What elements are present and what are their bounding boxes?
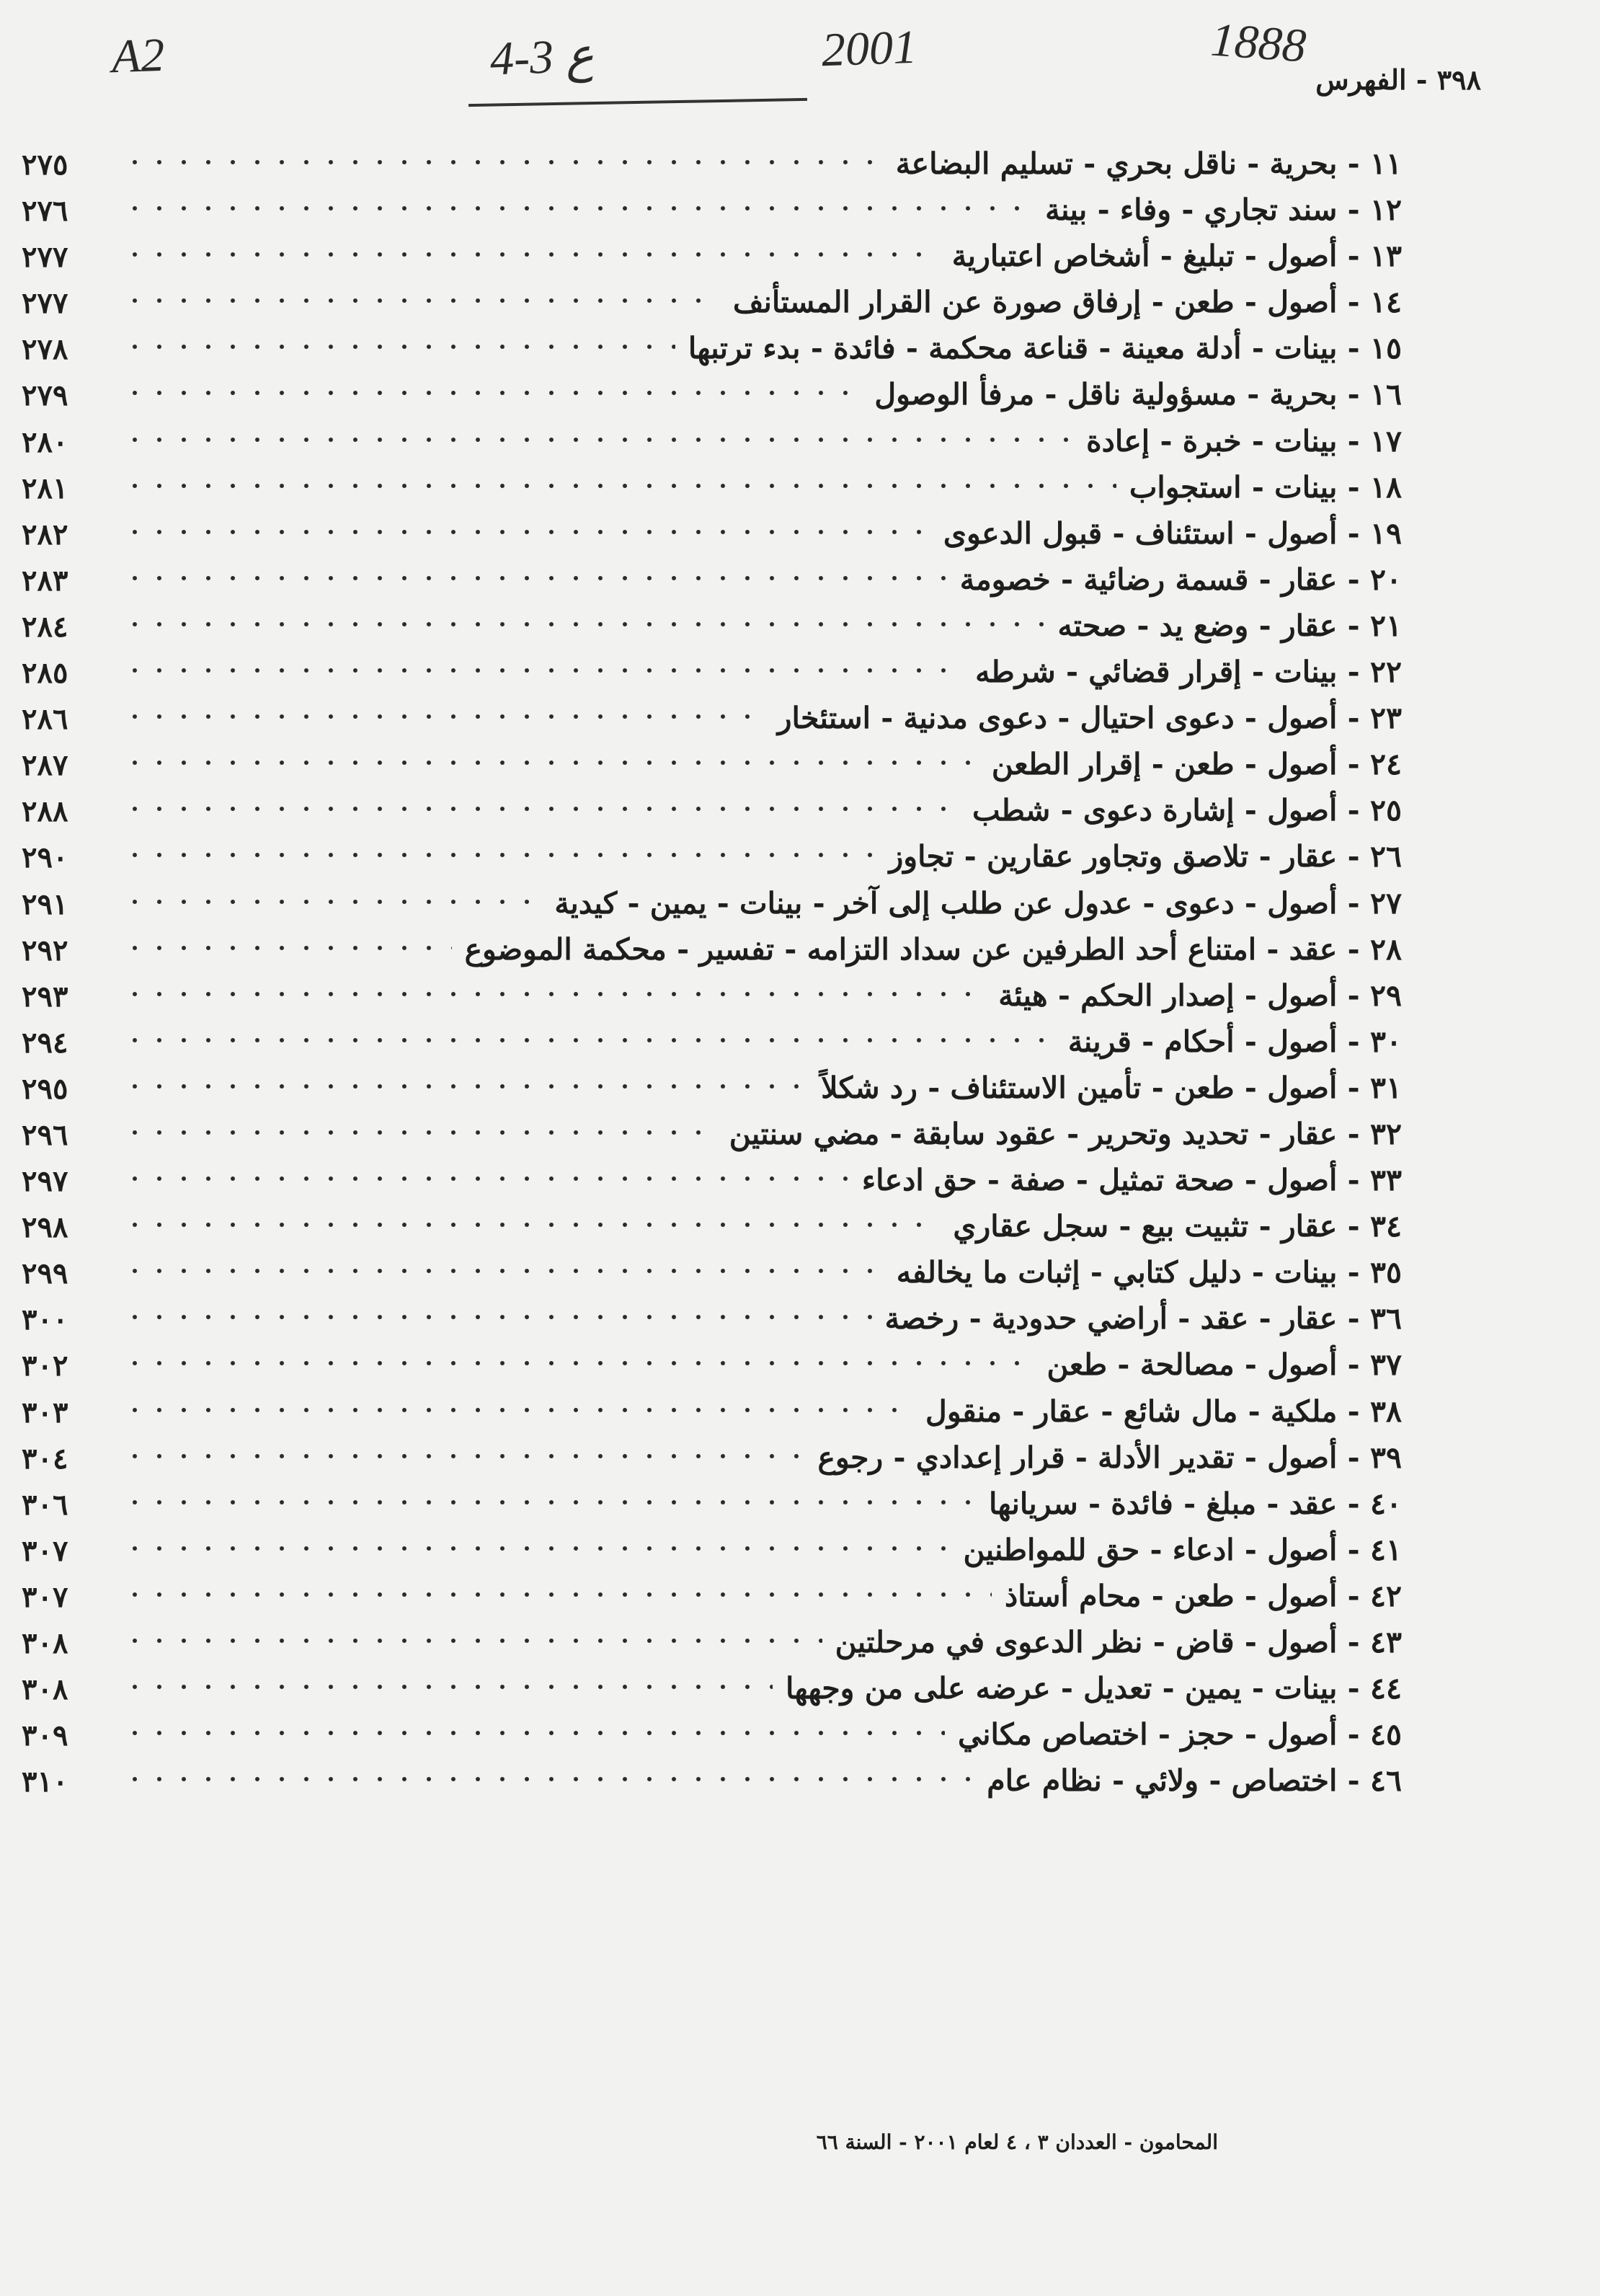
leader-dots	[123, 1638, 822, 1644]
toc-entry-title: ٤٦ - اختصاص - ولائي - نظام عام	[987, 1763, 1402, 1799]
toc-entry-title: ٤٣ - أصول - قاض - نظر الدعوى في مرحلتين	[835, 1625, 1402, 1659]
toc-entry-page: ٢٧٦	[22, 194, 68, 229]
toc-entry-page: ٣٠٢	[22, 1349, 68, 1383]
toc-entry-title: ٣٠ - أصول - أحكام - قرينة	[1067, 1024, 1402, 1059]
toc-entry-title: ١٦ - بحرية - مسؤولية ناقل - مرفأ الوصول	[874, 377, 1402, 412]
toc-entry-title: ١١ - بحرية - ناقل بحري - تسليم البضاعة	[895, 146, 1402, 181]
leader-dots	[123, 298, 720, 303]
toc-entry-page: ٢٩٠	[22, 841, 68, 875]
toc-entry	[0, 740, 1600, 786]
toc-entry-title: ٢٧ - أصول - دعوى - عدول عن طلب إلى آخر - بينات - يمين - كيدية	[554, 885, 1402, 921]
toc-entry	[0, 601, 1600, 647]
leader-dots	[123, 1176, 849, 1182]
toc-entry-title: ١٢ - سند تجاري - وفاء - بينة	[1045, 192, 1402, 228]
leader-dots	[123, 252, 939, 257]
leader-dots	[123, 205, 1032, 211]
toc-entry-title: ٢٨ - عقد - امتناع أحد الطرفين عن سداد التزامه - تفسير - محكمة الموضوع	[464, 931, 1402, 967]
toc-entry-title: ٢١ - عقار - وضع يد - صحته	[1057, 608, 1402, 643]
page-footer: المحامون - العددان ٣ ، ٤ لعام ٢٠٠١ - السنة ٦٦	[816, 2130, 1218, 2154]
toc-entry-page: ٢٨٢	[22, 517, 68, 551]
toc-entry	[0, 1202, 1600, 1248]
toc-entry-title: ٣٧ - أصول - مصالحة - طعن	[1046, 1347, 1402, 1383]
toc-entry-title: ٣٣ - أصول - صحة تمثيل - صفة - حق ادعاء	[861, 1163, 1402, 1198]
leader-dots	[123, 760, 979, 766]
toc-entry	[0, 1664, 1600, 1710]
toc-entry-page: ٢٩٤	[22, 1025, 68, 1060]
toc-entry-title: ٢٣ - أصول - دعوى احتيال - دعوى مدنية - استئخار	[777, 701, 1402, 736]
toc-entry-page: ٣٠٣	[22, 1395, 68, 1430]
running-header: ٣٩٨ - الفهرس	[1315, 63, 1481, 96]
handwritten-code: 4-3 ع	[489, 29, 595, 86]
toc-entry-title: ٣١ - أصول - طعن - تأمين الاستئناف - رد شكلاً	[821, 1070, 1402, 1105]
handwritten-a2: A2	[110, 28, 166, 84]
toc-entry-title: ١٣ - أصول - تبليغ - أشخاص اعتبارية	[951, 239, 1402, 274]
leader-dots	[123, 991, 985, 997]
toc-entry	[0, 509, 1600, 555]
toc-entry	[0, 1340, 1600, 1386]
toc-entry	[0, 324, 1600, 370]
leader-dots	[123, 1222, 940, 1228]
leader-dots	[123, 899, 541, 905]
toc-entry-page: ٢٩٧	[22, 1164, 68, 1199]
leader-dots	[123, 1592, 992, 1597]
handwritten-year: 2001	[820, 20, 918, 77]
toc-entry-title: ١٧ - بينات - خبرة - إعادة	[1086, 423, 1402, 458]
leader-dots	[123, 668, 962, 673]
toc-entry-title: ٤٠ - عقد - مبلغ - فائدة - سريانها	[989, 1486, 1402, 1521]
toc-entry-title: ٣٦ - عقار - عقد - أراضي حدودية - رخصة	[884, 1301, 1402, 1337]
toc-entry	[0, 417, 1600, 463]
leader-dots	[123, 529, 930, 535]
toc-entry-page: ٣٠٧	[22, 1579, 68, 1614]
leader-dots	[123, 159, 883, 165]
toc-entry	[0, 1063, 1600, 1109]
toc-entry-page: ٢٩١	[22, 887, 68, 921]
toc-entry-title: ١٤ - أصول - طعن - إرفاق صورة عن القرار المستأنف	[733, 285, 1402, 320]
leader-dots	[123, 575, 947, 581]
toc-entry-page: ٢٧٥	[22, 148, 68, 182]
toc-entry-page: ٣٠٨	[22, 1672, 68, 1707]
toc-entry-page: ٢٨٨	[22, 794, 68, 829]
toc-entry-title: ١٨ - بينات - استجواب	[1129, 469, 1402, 505]
toc-entry-page: ٢٩٢	[22, 933, 68, 967]
toc-entry-title: ٣٤ - عقار - تثبيت بيع - سجل عقاري	[953, 1209, 1402, 1244]
toc-entry-title: ٤٥ - أصول - حجز - اختصاص مكاني	[957, 1717, 1402, 1752]
toc-entry	[0, 1294, 1600, 1340]
toc-entry-title: ٢٩ - أصول - إصدار الحكم - هيئة	[998, 978, 1402, 1013]
toc-entry	[0, 1248, 1600, 1294]
toc-entry	[0, 1618, 1600, 1664]
toc-entry-page: ٢٨١	[22, 471, 68, 505]
toc-entry-page: ٢٨٣	[22, 563, 68, 598]
toc-entry-page: ٢٩٩	[22, 1256, 68, 1291]
leader-dots	[123, 1499, 976, 1505]
handwritten-underline	[468, 98, 807, 107]
toc-entry-page: ٢٩٦	[22, 1117, 68, 1152]
toc-entry-page: ٣٠٨	[22, 1626, 68, 1660]
toc-entry	[0, 1525, 1600, 1572]
toc-entry	[0, 1479, 1600, 1525]
leader-dots	[123, 714, 765, 719]
toc-entry-page: ٣٠٩	[22, 1719, 68, 1753]
leader-dots	[123, 1453, 804, 1459]
toc-entry	[0, 1387, 1600, 1433]
toc-entry-title: ٢٤ - أصول - طعن - إقرار الطعن	[991, 747, 1402, 782]
leader-dots	[123, 390, 861, 396]
toc-entry-title: ٢٥ - أصول - إشارة دعوى - شطب	[972, 793, 1402, 828]
toc-entry-title: ١٥ - بينات - أدلة معينة - قناعة محكمة - فائدة - بدء ترتبها	[688, 331, 1402, 366]
leader-dots	[123, 1360, 1034, 1366]
leader-dots	[123, 621, 1044, 627]
toc-entry-page: ٣٠٦	[22, 1487, 68, 1522]
toc-entry	[0, 1572, 1600, 1618]
toc-entry-title: ٣٩ - أصول - تقدير الأدلة - قرار إعدادي - رجوع	[817, 1440, 1402, 1475]
toc-entry-title: ٤٢ - أصول - طعن - محام أستاذ	[1005, 1578, 1402, 1613]
leader-dots	[123, 945, 452, 951]
leader-dots	[123, 1037, 1055, 1043]
toc-entry	[0, 463, 1600, 509]
toc-entry-page: ٣٠٠	[22, 1303, 68, 1337]
leader-dots	[123, 1130, 716, 1135]
toc-entry	[0, 1433, 1600, 1479]
toc-entry-page: ٢٧٧	[22, 240, 68, 275]
toc-entry	[0, 1109, 1600, 1156]
toc-entry-title: ٢٦ - عقار - تلاصق وتجاور عقارين - تجاوز	[889, 839, 1402, 874]
leader-dots	[123, 1083, 808, 1089]
leader-dots	[123, 1730, 945, 1736]
toc-entry-page: ٣٠٤	[22, 1441, 68, 1476]
toc-entry-title: ١٩ - أصول - استئناف - قبول الدعوى	[943, 515, 1402, 551]
toc-entry	[0, 879, 1600, 925]
toc-entry-title: ٢٠ - عقار - قسمة رضائية - خصومة	[959, 562, 1402, 597]
toc-entry-title: ٤٤ - بينات - يمين - تعديل - عرضه على من وجهها	[786, 1671, 1402, 1706]
toc-entry	[0, 1156, 1600, 1202]
toc-entry-title: ٣٢ - عقار - تحديد وتحرير - عقود سابقة - مضي سنتين	[729, 1116, 1402, 1151]
leader-dots	[123, 806, 959, 812]
table-of-contents	[0, 139, 1600, 1802]
toc-entry-title: ٤١ - أصول - ادعاء - حق للمواطنين	[963, 1532, 1402, 1567]
toc-entry-page: ٢٨٠	[22, 425, 68, 459]
toc-entry-page: ٢٩٨	[22, 1210, 68, 1245]
leader-dots	[123, 437, 1073, 443]
toc-entry	[0, 1756, 1600, 1802]
toc-entry	[0, 925, 1600, 971]
leader-dots	[123, 1314, 872, 1320]
toc-entry	[0, 1017, 1600, 1063]
toc-entry	[0, 278, 1600, 324]
toc-entry-page: ٣١٠	[22, 1765, 68, 1799]
toc-entry-page: ٢٨٧	[22, 748, 68, 783]
leader-dots	[123, 1268, 884, 1274]
toc-entry	[0, 1710, 1600, 1756]
toc-entry	[0, 693, 1600, 740]
toc-entry	[0, 832, 1600, 878]
toc-entry	[0, 555, 1600, 601]
toc-entry	[0, 786, 1600, 832]
toc-entry-page: ٣٠٧	[22, 1533, 68, 1568]
toc-entry-page: ٢٨٤	[22, 609, 68, 644]
toc-entry-page: ٢٧٩	[22, 378, 68, 413]
leader-dots	[123, 1546, 950, 1551]
toc-entry-title: ٢٢ - بينات - إقرار قضائي - شرطه	[975, 655, 1402, 690]
toc-entry	[0, 231, 1600, 278]
toc-entry	[0, 370, 1600, 416]
toc-entry-page: ٢٨٥	[22, 656, 68, 691]
leader-dots	[123, 1776, 974, 1782]
toc-entry	[0, 647, 1600, 693]
toc-entry	[0, 971, 1600, 1017]
toc-entry-page: ٢٨٦	[22, 702, 68, 737]
toc-entry	[0, 185, 1600, 231]
handwritten-number: 1888	[1209, 13, 1308, 73]
toc-entry	[0, 139, 1600, 185]
leader-dots	[123, 344, 675, 350]
toc-entry-title: ٣٥ - بينات - دليل كتابي - إثبات ما يخالفه	[896, 1255, 1402, 1290]
toc-entry-page: ٢٩٥	[22, 1071, 68, 1106]
leader-dots	[123, 1407, 912, 1413]
leader-dots	[123, 1684, 773, 1690]
toc-entry-page: ٢٧٨	[22, 332, 68, 367]
leader-dots	[123, 852, 876, 858]
toc-entry-page: ٢٧٧	[22, 286, 68, 321]
toc-entry-page: ٢٩٣	[22, 979, 68, 1014]
leader-dots	[123, 483, 1116, 489]
toc-entry-title: ٣٨ - ملكية - مال شائع - عقار - منقول	[925, 1393, 1402, 1429]
